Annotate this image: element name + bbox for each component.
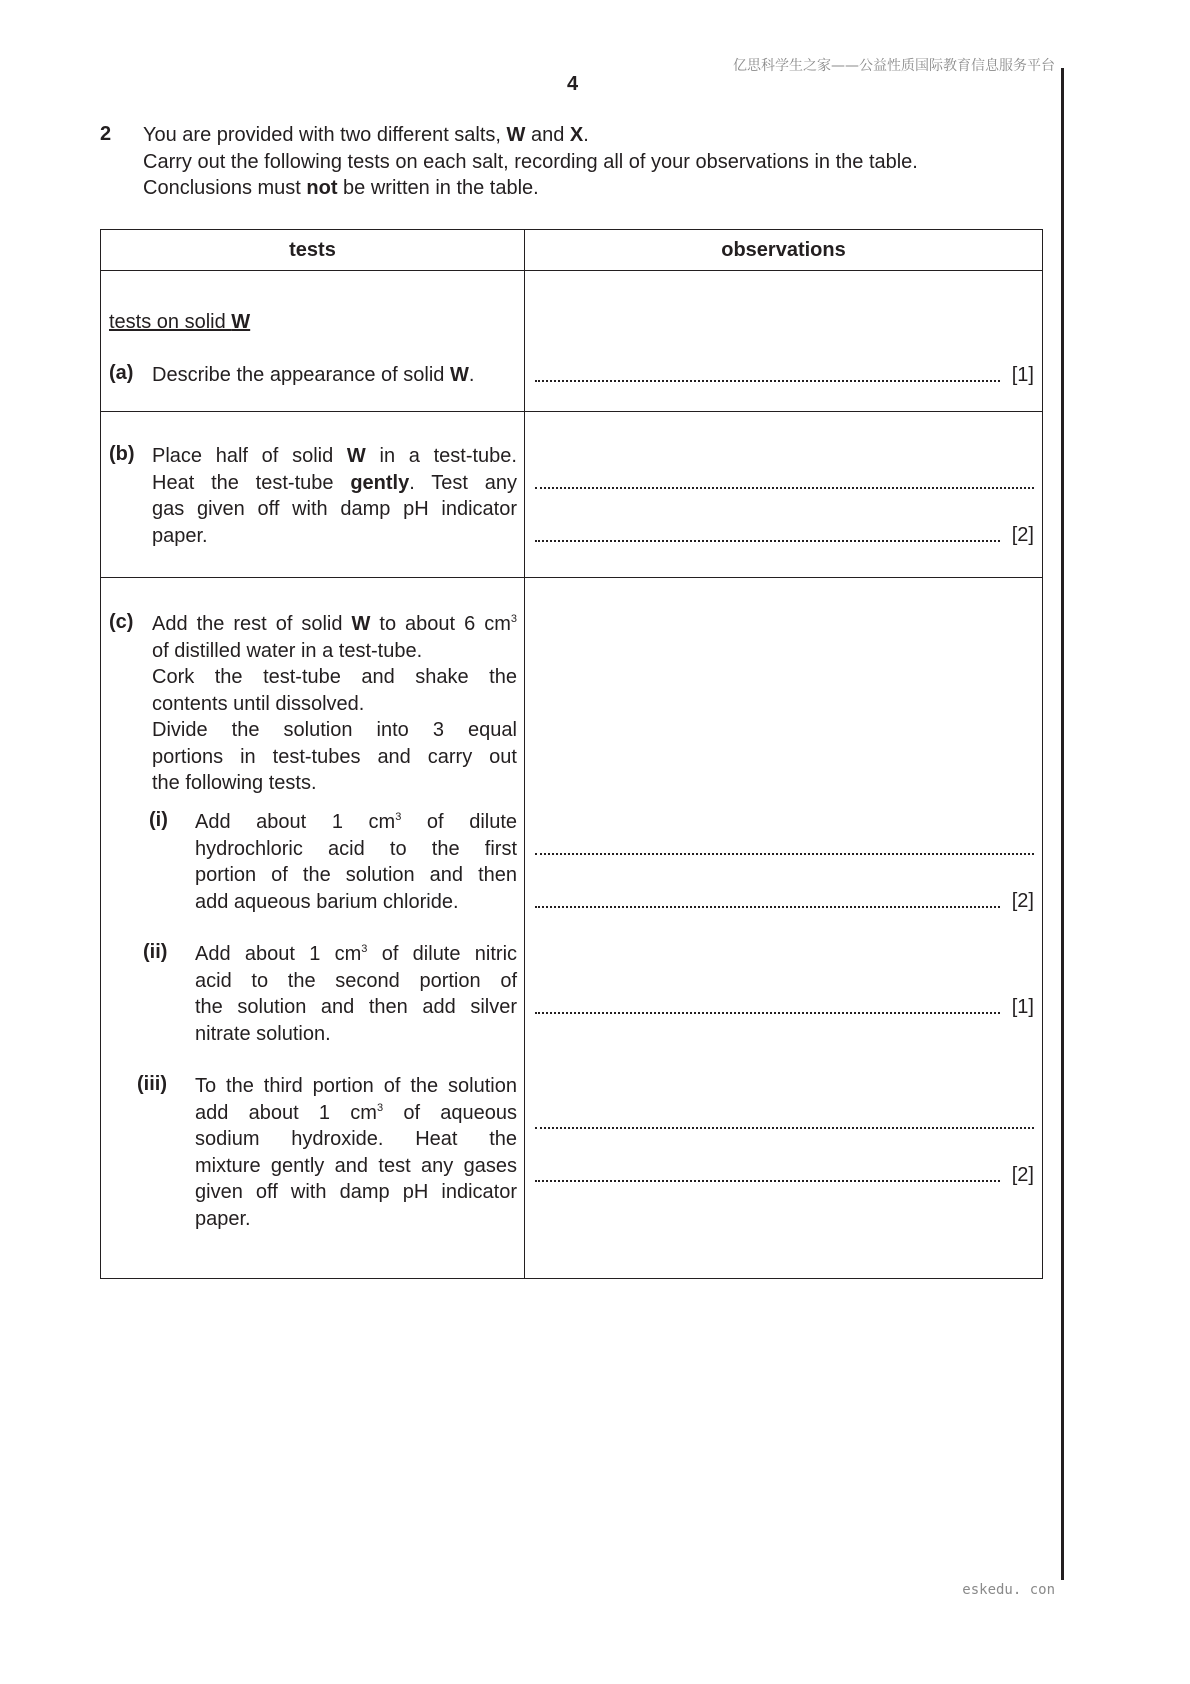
- part-c-line: of distilled water in a test-tube.: [152, 639, 423, 662]
- part-b-label: (b): [109, 443, 135, 465]
- part-c-line: portions in test-tubes and carry out: [152, 745, 517, 768]
- superscript: 3: [395, 811, 402, 823]
- table-row-b: [101, 412, 1043, 578]
- part-ci-line: add aqueous barium chloride.: [195, 890, 459, 913]
- part-b-text-seg: Heat the test-tube: [152, 471, 351, 494]
- answer-line-b1[interactable]: [535, 469, 1034, 495]
- answer-line-a[interactable]: [535, 362, 1034, 388]
- part-c-line: the following tests.: [152, 772, 317, 794]
- part-b-line: paper.: [152, 524, 208, 547]
- part-a-text: [152, 362, 474, 389]
- mark-ciii: [2]: [1011, 1164, 1034, 1186]
- part-b-text-seg: in a test-tube.: [365, 445, 517, 467]
- superscript: 3: [376, 1101, 384, 1114]
- mark-ci: [2]: [1011, 890, 1034, 912]
- answer-line-ciii-1[interactable]: [535, 1109, 1034, 1135]
- answer-dots: [535, 906, 1000, 908]
- part-b-line: gas given off with damp pH indicator: [152, 498, 517, 520]
- part-c-text: [152, 611, 517, 797]
- header-observations: observations: [525, 230, 1043, 271]
- intro-line-2: Carry out the following tests on each salt, recording all of your observations in the table.: [143, 150, 918, 173]
- part-b-text: [152, 443, 517, 549]
- part-b-line: [152, 443, 517, 470]
- superscript: 3: [361, 943, 368, 955]
- part-c-label: (c): [109, 611, 134, 633]
- answer-line-ci-1[interactable]: [535, 835, 1034, 861]
- table-header-row: [101, 230, 1043, 271]
- part-a-label: (a): [109, 362, 134, 384]
- part-ci-line: hydrochloric acid to the first: [195, 837, 517, 860]
- part-cii-line: acid to the second portion of: [195, 969, 517, 992]
- intro-line-1: [143, 122, 918, 149]
- part-c-salt: W: [351, 613, 371, 635]
- mark-cii: [1]: [1011, 996, 1034, 1018]
- part-cii-text: [195, 941, 517, 1047]
- observation-cell-a: [525, 271, 1043, 412]
- watermark-bottom: eskedu. con: [962, 1582, 1055, 1598]
- answer-line-cii[interactable]: [535, 994, 1034, 1020]
- salt-w: W: [506, 124, 526, 146]
- answer-dots: [535, 1012, 1000, 1014]
- part-c-line: Divide the solution into 3 equal: [152, 719, 517, 741]
- intro-text: You are provided with two different salts,: [143, 124, 507, 146]
- answer-dots: [535, 1127, 1034, 1129]
- page-number: 4: [566, 73, 579, 95]
- part-ci-line: portion of the solution and then: [195, 864, 517, 886]
- part-ci-label: (i): [149, 809, 168, 831]
- tests-observations-table: [100, 229, 1043, 1279]
- part-ciii-line: [195, 1100, 517, 1127]
- part-b-text-seg: Place half of solid: [152, 445, 347, 467]
- answer-dots: [535, 380, 1000, 382]
- intro-emphasis: not: [306, 177, 338, 199]
- answer-dots: [535, 1180, 1000, 1182]
- part-c-text-seg: Add the rest of solid: [152, 613, 352, 635]
- part-ciii-text-seg: add about 1 cm: [195, 1101, 377, 1124]
- part-ciii-line: given off with damp pH indicator: [195, 1181, 517, 1203]
- part-cii-text-seg: Add about 1 cm: [195, 943, 362, 965]
- part-cii-line: [195, 941, 517, 968]
- answer-dots: [535, 540, 1000, 542]
- intro-line-3: [143, 175, 918, 202]
- right-margin-rule: [1061, 68, 1064, 1580]
- tests-cell-a: [101, 271, 525, 412]
- answer-line-ciii-2[interactable]: [535, 1162, 1034, 1188]
- table-row-c: [101, 578, 1043, 1279]
- part-b-text-seg: . Test any: [409, 471, 518, 494]
- question-number: 2: [100, 123, 112, 145]
- answer-line-ci-2[interactable]: [535, 888, 1034, 914]
- intro-text: .: [583, 124, 589, 146]
- part-a-text-salt: W: [449, 364, 469, 386]
- tests-cell-c: [101, 578, 525, 1279]
- part-a-text-end: .: [468, 364, 475, 386]
- superscript: 3: [510, 613, 517, 625]
- part-ci-text-seg: of dilute: [401, 811, 518, 833]
- part-cii-line: nitrate solution.: [195, 1022, 331, 1045]
- section-title: [109, 309, 250, 336]
- section-title-salt: W: [231, 311, 251, 333]
- part-a-text-main: Describe the appearance of solid: [152, 364, 450, 386]
- header-tests: tests: [101, 230, 525, 271]
- section-title-text: tests on solid: [109, 311, 232, 333]
- intro-text: and: [525, 124, 570, 146]
- answer-dots: [535, 853, 1034, 855]
- part-ci-text: [195, 809, 517, 915]
- intro-text: be written in the table.: [337, 177, 539, 199]
- observation-cell-b: [525, 412, 1043, 578]
- part-ciii-line: sodium hydroxide. Heat the: [195, 1128, 517, 1150]
- part-ci-line: [195, 809, 517, 836]
- tests-cell-b: [101, 412, 525, 578]
- table-row-a: [101, 271, 1043, 412]
- part-b-salt: W: [346, 445, 366, 467]
- part-c-line: contents until dissolved.: [152, 692, 365, 715]
- part-c-line: Cork the test-tube and shake the: [152, 666, 517, 688]
- watermark-top: 亿思科学生之家——公益性质国际教育信息服务平台: [733, 58, 1055, 74]
- part-ciii-line: To the third portion of the solution: [195, 1075, 517, 1097]
- observation-cell-c: [525, 578, 1043, 1279]
- intro-text: Conclusions must: [143, 177, 307, 199]
- part-ci-text-seg: Add about 1 cm: [195, 811, 396, 833]
- part-b-emphasis: gently: [350, 471, 410, 494]
- mark-b: [2]: [1011, 524, 1034, 546]
- part-cii-label: (ii): [143, 941, 168, 963]
- part-ciii-label: (iii): [137, 1073, 167, 1095]
- part-c-text-seg: to about 6 cm: [370, 613, 511, 635]
- question-intro: [143, 122, 918, 202]
- part-b-line: [152, 470, 517, 497]
- part-ciii-text: [195, 1073, 517, 1232]
- mark-a: [1]: [1011, 364, 1034, 386]
- salt-x: X: [569, 124, 584, 146]
- answer-dots: [535, 487, 1034, 489]
- answer-line-b2[interactable]: [535, 522, 1034, 548]
- part-cii-line: the solution and then add silver: [195, 996, 517, 1018]
- part-ciii-line: paper.: [195, 1207, 251, 1230]
- part-c-line: [152, 611, 517, 638]
- part-cii-text-seg: of dilute nitric: [367, 943, 518, 965]
- part-ciii-line: mixture gently and test any gases: [195, 1154, 517, 1177]
- part-ciii-text-seg: of aqueous: [383, 1101, 517, 1124]
